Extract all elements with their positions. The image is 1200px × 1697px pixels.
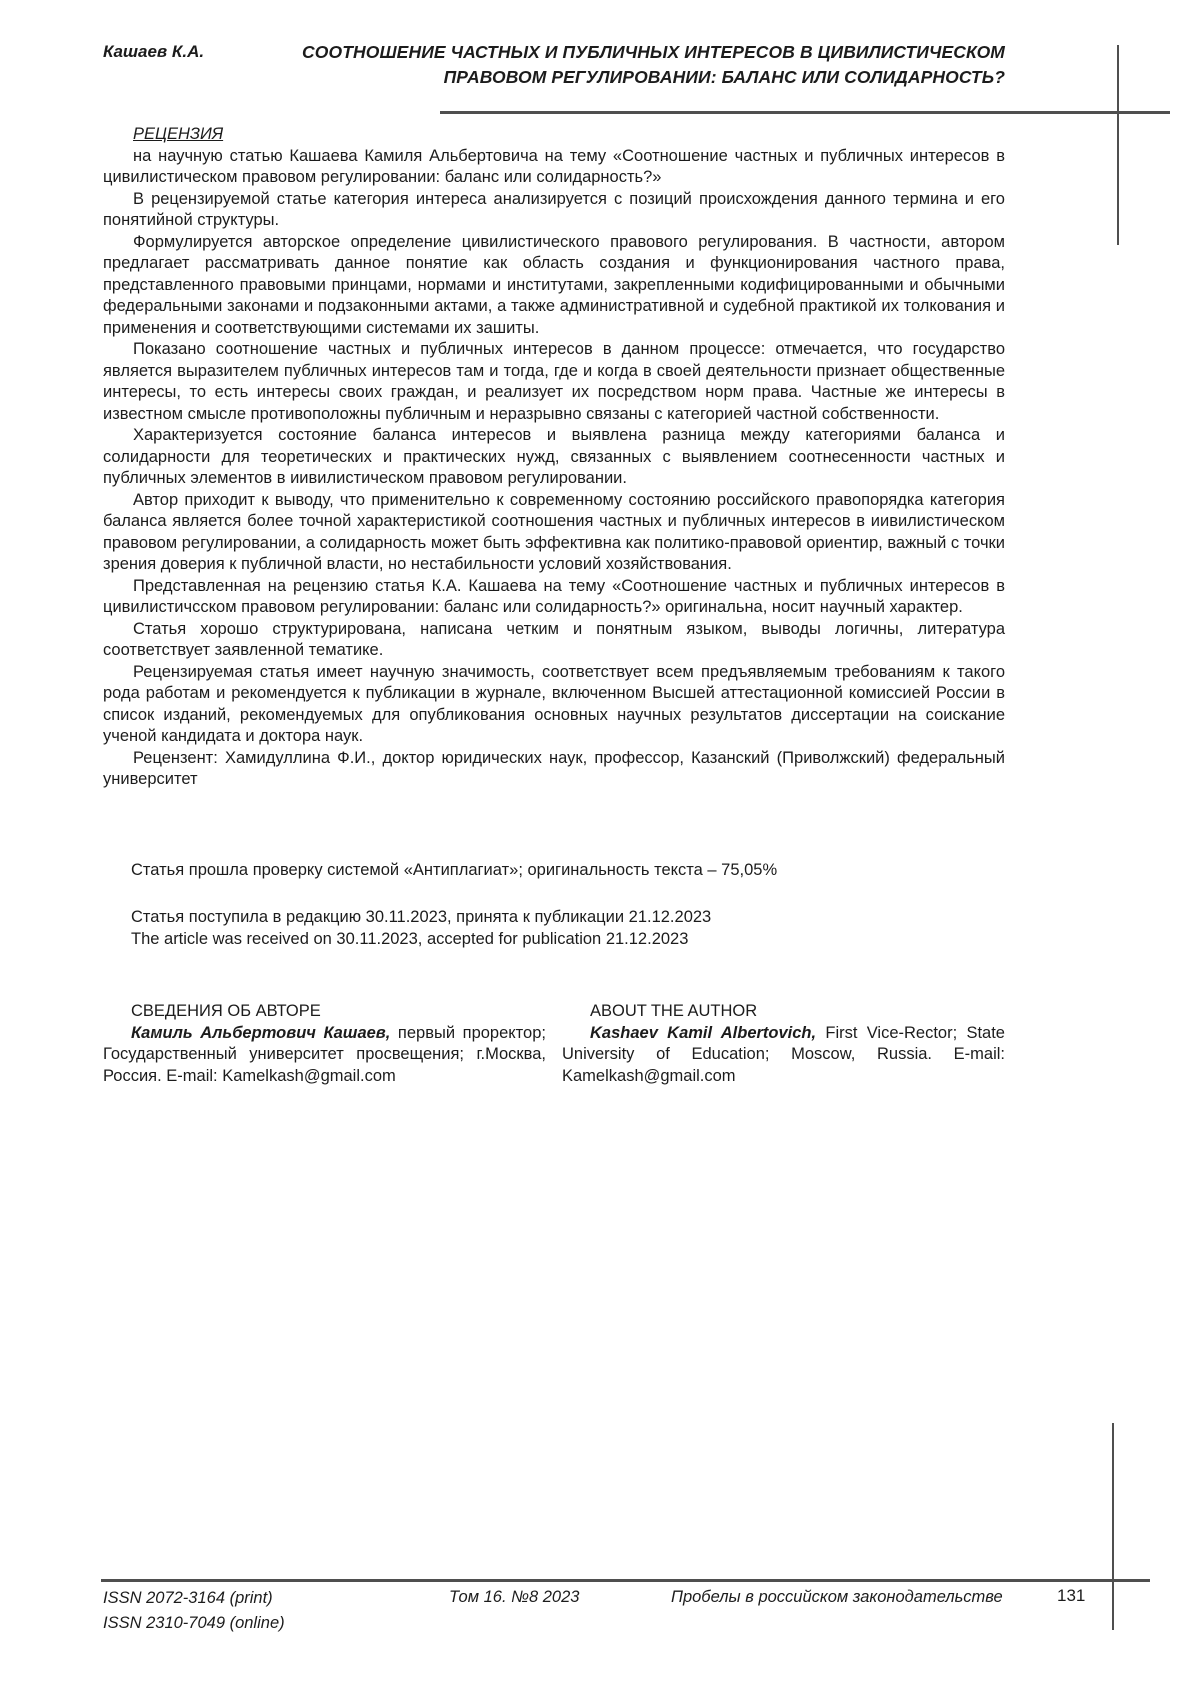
author-details-en: First Vice-Rector; State University of Education; Moscow, Russia. E-mail: Kamelkash@gmail.com [562, 1023, 1005, 1085]
article-title-line2: ПРАВОВОМ РЕГУЛИРОВАНИИ: БАЛАНС ИЛИ СОЛИДАРНОСТЬ? [443, 67, 1005, 87]
review-paragraph: на научную статью Кашаева Камиля Альбертовича на тему «Соотношение частных и публичных интересов в цивилистическом правовом регулировании: баланс или солидарность?» [103, 146, 1005, 186]
article-title [300, 40, 1005, 90]
footer-issn-block [103, 1586, 285, 1636]
review-paragraph: Автор приходит к выводу, что применительно к современному состоянию российского правопорядка категория баланса является более точной характеристикой соотношения частных и публичных интересов в иивилистическом правовом регулировании, а солидарность может быть эффективна как политико-правовой ориентир, важный с точки зрения доверия к публичной власти, но нестабильности условий хозяйствования. [103, 490, 1005, 573]
review-paragraph: Характеризуется состояние баланса интересов и выявлена разница между категориями баланса и солидарности для теоретических и практических нужд, связанных с выявлением соотнесенности частных и публичных элементов в иивилистическом правовом регулировании. [103, 426, 1005, 487]
about-author-en-text [562, 1023, 1005, 1088]
page-number: 131 [1057, 1586, 1086, 1605]
review-body [103, 124, 1005, 791]
review-paragraph: Представленная на рецензию статья К.А. Кашаева на тему «Соотношение частных и публичных интересов в цивилистичсском правовом регулировании: баланс или солидарность?» оригинальна, носит научный характер. [103, 576, 1005, 616]
review-paragraph: Рецензент: Хамидуллина Ф.И., доктор юридических наук, профессор, Казанский (Приволжский) федеральный университет [103, 748, 1005, 788]
issn-print: ISSN 2072-3164 (print) [103, 1589, 273, 1607]
bottom-right-vertical-rule [1112, 1423, 1114, 1630]
received-date-en: The article was received on 30.11.2023, accepted for publication 21.12.2023 [131, 929, 689, 948]
about-author-en-heading: ABOUT THE AUTHOR [590, 1002, 758, 1020]
review-heading [103, 124, 1005, 146]
footer-volume-issue: Том 16. №8 2023 [449, 1588, 580, 1606]
received-date-ru: Статья поступила в редакцию 30.11.2023, принята к публикации 21.12.2023 [131, 908, 712, 926]
review-paragraph: Формулируется авторское определение цивилистического правового регулирования. В частности, автором предлагает рассматривать данное понятие как область создания и функционирования частного права, представленного правовыми принцами, нормами и институтами, закрепленными кодифицированными и обычными федеральными законами и подзаконными актами, а также административной и судебной практикой их толкования и применения и соответствующими системами их зашиты. [103, 232, 1005, 337]
footer-rule [101, 1579, 1150, 1582]
about-author-ru-text [103, 1023, 546, 1088]
review-paragraph: Статья хорошо структурирована, написана четким и понятным языком, выводы логичны, литература соответствует заявленной тематике. [103, 619, 1005, 659]
author-details-ru: первый проректор; Государственный университет просвещения; г.Москва, Россия. E-mail: Kamelkash@gmail.com [103, 1023, 546, 1085]
author-name-ru: Камиль Альбертович Кашаев, [131, 1023, 391, 1042]
footer-journal-name: Пробелы в российском законодательстве [671, 1588, 1003, 1606]
antiplagiat-note: Статья прошла проверку системой «Антиплагиат»; оригинальность текста – 75,05% [131, 861, 778, 879]
review-paragraph: Показано соотношение частных и публичных интересов в данном процессе: отмечается, что государство является выразителем публичных интересов там и тогда, где и когда в своей деятельности признает общественные интересы, то есть интересы своих граждан, и реализует их посредством норм права. Частные же интересы в известном смысле противоположны публичным и неразрывно связаны с категорией частной собственности. [103, 340, 1005, 423]
author-name-en: Kashaev Kamil Albertovich, [590, 1023, 817, 1042]
article-title-line1: СООТНОШЕНИЕ ЧАСТНЫХ И ПУБЛИЧНЫХ ИНТЕРЕСОВ В ЦИВИЛИСТИЧЕСКОМ [302, 42, 1005, 62]
review-paragraph: В рецензируемой статье категория интереса анализируется с позиций происхождения данного термина и его понятийной структуры. [103, 189, 1005, 229]
header-rule [440, 111, 1170, 114]
review-heading-text: РЕЦЕНЗИЯ [133, 125, 224, 143]
about-author-en [562, 1001, 1005, 1087]
top-right-vertical-rule [1117, 45, 1119, 245]
review-paragraphs [103, 146, 1005, 791]
running-head-author: Кашаев К.А. [103, 42, 205, 61]
about-author-ru [103, 1001, 546, 1087]
review-paragraph: Рецензируемая статья имеет научную значимость, соответствует всем предъявляемым требованиям к такого рода работам и рекомендуется к публикации в журнале, включенном Высшей аттестационной комиссией России в список изданий, рекомендуемых для опубликования основных научных результатов диссертации на соискание ученой кандидата и доктора наук. [103, 662, 1005, 745]
dates-note [131, 907, 711, 950]
issn-online: ISSN 2310-7049 (online) [103, 1614, 285, 1632]
about-author-ru-heading: СВЕДЕНИЯ ОБ АВТОРЕ [131, 1002, 321, 1020]
